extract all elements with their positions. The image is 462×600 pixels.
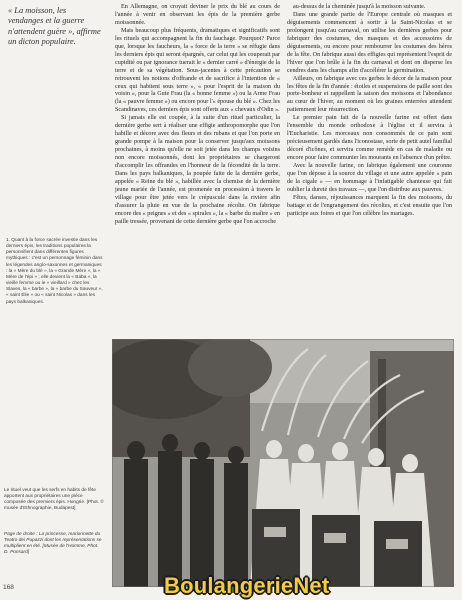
harvest-ritual-photo xyxy=(112,339,454,587)
brand-watermark: BoulangerieNet xyxy=(164,573,330,598)
paragraph: Dans une grande partie de l'Europe centrale où masques et déguisements commencent à sortir à la Saint-Nicolas et se prolongent jusqu'au carnaval, on utilise les dernières gerbes pour fabriquer des costumes, des masques et des accessoires de déguisements, ou encore pour rembourrer les costumes des héros de la fête. On fabrique aussi des effigies qui représentent l'esprit de l'hiver que l'on brûle à la fin du carnaval et dont on disperse les cendres dans les champs afin d'accélérer la germination. xyxy=(287,11,452,74)
footnote-1: 1. Quant à la force sacrée investie dans les derniers épis, les traditions populaires la personnifient dans différentes figures mythiques : c'est un personnage féminin dans les légendes anglo-saxonnes et germaniques : la « Mère du blé », la « Grande Mère », la « Mère de l'épi » ; elle devient la « Baba », la vieille femme ou le « vieillard » chez les Slaves, la « barbe », la « barbe du Sauveur », « saint Élie » ou « saint Nicolas » dans les pays balkaniques. xyxy=(6,238,103,305)
photo-illustration xyxy=(112,339,454,587)
text-column-1 xyxy=(115,4,280,227)
paragraph: Le premier pain fait de la nouvelle farine est offert dans l'ensemble du monde orthodoxe à l'église et il servira à l'Eucharistie. Les morceaux non consommés de ce pain sont précieusement gardés dans l'iconostase, sorte de petit autel familial décoré d'icônes, et servira comme remède en cas de maladie ou encore pour faire communier les mourants en l'absence d'un prêtre. xyxy=(287,115,452,162)
pull-quote: « La moisson, les vendanges et la guerre n'attendent guère », affirme un dicton populaire. xyxy=(8,6,101,46)
paragraph: En Allemagne, on croyait deviner le prix du blé au cours de l'année à venir en observant les épis de la première gerbe moissonnée. xyxy=(115,4,280,26)
paragraph: Avec la nouvelle farine, on fabrique également une couronne que l'on dépose à la source du village et une autre appelée « pain de la cigale » — en hommage à l'infatigable chanteuse qui fait oublier la dureté des travaux —, que l'on distribue aux pauvres. xyxy=(287,163,452,193)
text-column-2 xyxy=(287,4,452,219)
paragraph: au-dessus de la cheminée jusqu'à la moisson suivante. xyxy=(293,4,426,10)
facing-page-caption: Page de droite : La princesse, marionnette du Teatro dei Pupazzi dont les représentations se multiplient en été. [Musée de l'Homme, Phot. D. Ponsard] xyxy=(4,532,102,556)
paragraph: Ailleurs, on fabrique avec ces gerbes le décor de la maison pour les fêtes de la fin d'année : étoiles et suspensions de paille sont des porte-bonheur et rappellent la saison des moissons et l'abondance au cœur de l'hiver, au moment où les graines enterrées attendent patiemment leur résurrection. xyxy=(287,75,452,114)
paragraph: Fêtes, danses, réjouissances marquent la fin des moissons, du battage et de l'engrangement des récoltes, et c'est ensuite que l'on participe aux foires et que l'on célèbre les mariages. xyxy=(287,194,452,217)
page-number: 168 xyxy=(3,584,14,591)
paragraph: Mais beaucoup plus fréquents, dramatiques et significatifs sont les rituels qui accompagnent la fin du fauchage. Pourquoi? Parce que, lorsque les faucheurs, la « force de la terre » se réfugie dans les derniers épis qui seront épargnés, car celui qui les couperait par cupidité ou par ignorance tuerait le « dernier carré » d'énergie de la terre et de sa végétation. Sous-jacentes à cette précaution se retrouvent les notions d'offrande et de sacrifice à l'intention de « ceux qui habitent sous terre », « pour l'esprit de la maison du voisin », pour la Gute Frau (la « bonne femme ») ou la Arme Frau (la « pauvre femme ») ou encore pour l'« épouse du blé ». Chez les Scandinaves, ces derniers épis sont offerts aux « chevaux d'Odin ». xyxy=(115,27,280,114)
sidebar xyxy=(0,0,108,600)
photo-caption: Le rituel veut que les serfs en habits de fête apportent aux propriétaires une pièce composée des premiers épis. Hongrie. [Phot. © musée d'Ethnographie, Budapest] xyxy=(4,488,104,512)
paragraph: Si jamais elle est coupée, à la suite d'un rituel particulier, la dernière gerbe sert à réaliser une effigie anthropomorphe que l'on habille et décore avec des fleurs et des rubans et que l'on porte en grande pompe à la maison pour la conserver jusqu'aux moissons prochaines, à moins qu'elle ne soit jetée dans les champs voisins non encore moissonnés, dont les propriétaires se chargeront d'accomplir les offrandes en l'honneur de la fécondité de la terre. Dans les pays balkaniques, la poupée faite de la dernière gerbe, appelée « Reine du blé », habillée avec la chemise de la dernière jeune mariée de l'année, est promenée en procession à travers le village pour être jetée vers le crépuscule dans la rivière afin d'assurer la pluie en vue de la prochaine récolte. On fabrique encore des « peignes » et des « spirales », la « barbe du maître » en paille tressée, provenant de cette dernière gerbe que l'on accroche xyxy=(115,115,280,225)
